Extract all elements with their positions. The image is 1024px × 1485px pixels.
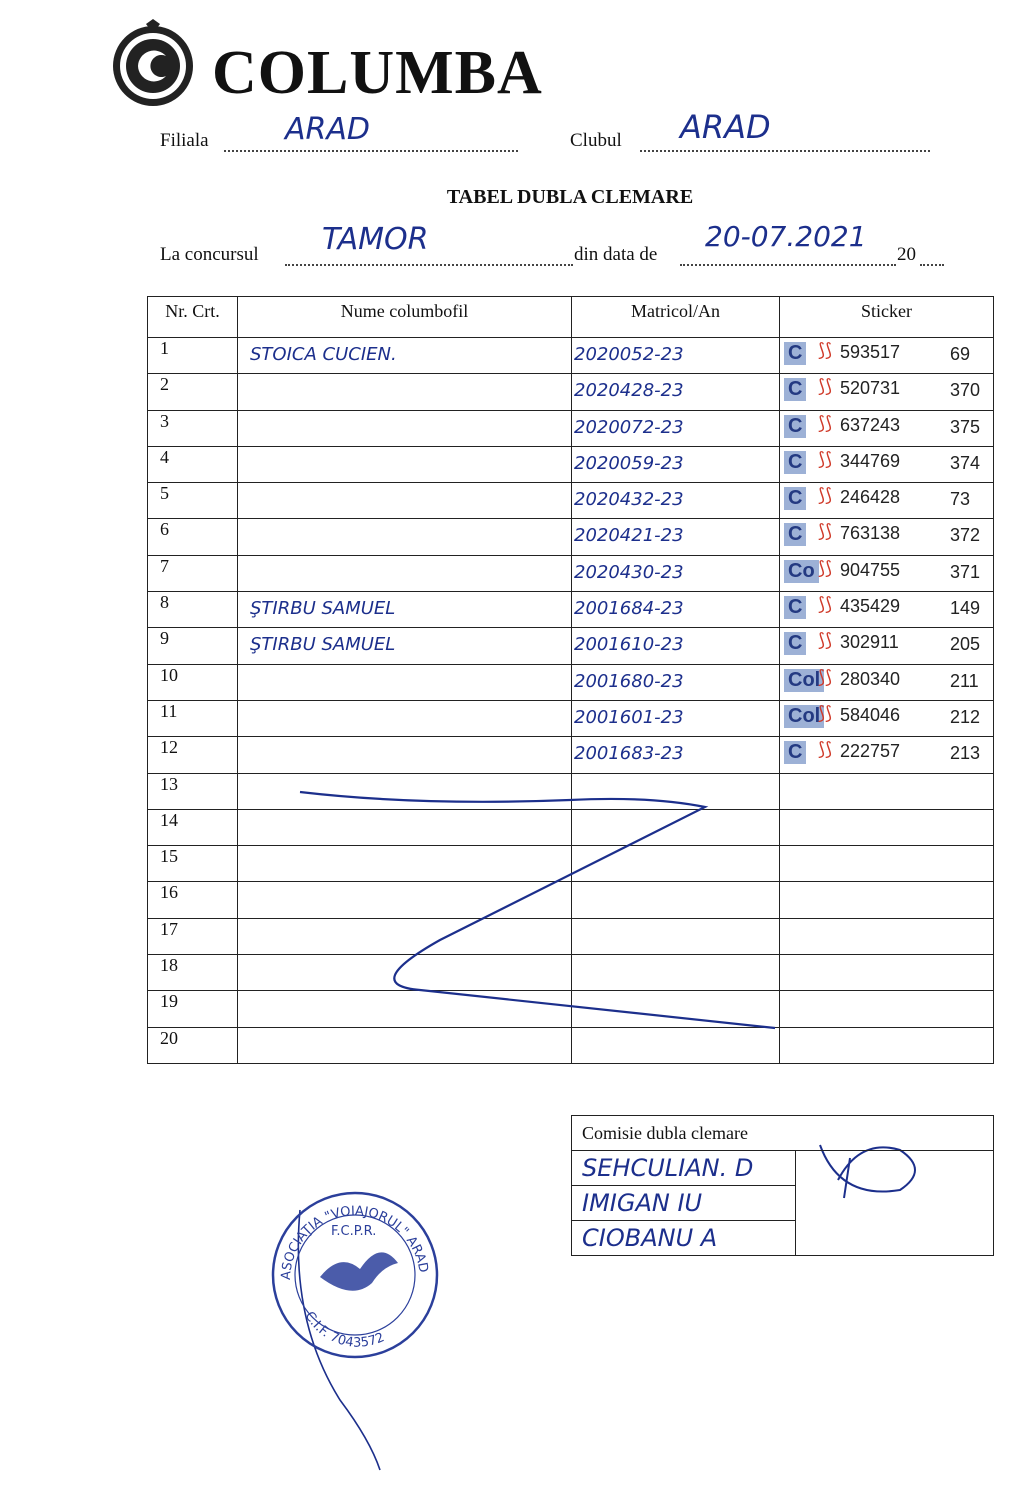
double-clamp-table: [147, 296, 994, 1064]
sticker-number: 763138: [840, 523, 901, 544]
sticker-number: 435429: [840, 596, 901, 617]
sticker-cell: [780, 1027, 994, 1063]
row-number: 2: [148, 374, 238, 410]
filiala-label: Filiala: [160, 130, 209, 151]
sticker-cell: [780, 809, 994, 845]
sticker-number: 344769: [840, 450, 901, 471]
row-number: 18: [148, 955, 238, 991]
row-number: 3: [148, 410, 238, 446]
sticker-number: 593517: [840, 342, 901, 362]
fancier-name: [238, 519, 572, 555]
col-header-matricol: Matricol/An: [572, 297, 780, 338]
sticker-number: 520731: [840, 378, 901, 399]
matricol-value: 2020430-23: [572, 555, 780, 591]
association-stamp: [265, 1185, 445, 1365]
concurs-label: La concursul: [160, 244, 259, 265]
row-number: 11: [148, 700, 238, 736]
table-row: [148, 918, 994, 954]
sticker-cell: [780, 519, 994, 555]
table-row: [148, 846, 994, 882]
table-row: [148, 882, 994, 918]
clubul-value: ARAD: [680, 108, 771, 146]
sticker-number: 246428: [840, 487, 901, 508]
table-row: [148, 809, 994, 845]
row-number: 8: [148, 592, 238, 628]
fancier-name: [238, 664, 572, 700]
sticker-suffix: 73: [950, 489, 971, 510]
sticker-number: 302911: [840, 632, 899, 653]
data-label: din data de: [574, 244, 658, 265]
sticker-wave-icon: ⟆⟆: [818, 485, 833, 506]
table-row: [148, 410, 994, 446]
concurs-dots: [285, 264, 573, 266]
sticker-number: 280340: [840, 668, 901, 689]
row-number: 19: [148, 991, 238, 1027]
matricol-value: [572, 991, 780, 1027]
fancier-name: [238, 991, 572, 1027]
table-row: [148, 592, 994, 628]
sticker-suffix: 370: [950, 380, 981, 401]
sticker-cell: [780, 918, 994, 954]
matricol-value: 2020432-23: [572, 483, 780, 519]
sticker-wave-icon: ⟆⟆: [818, 448, 833, 469]
row-number: 9: [148, 628, 238, 664]
row-number: 6: [148, 519, 238, 555]
columba-logo-icon: [108, 18, 198, 108]
fancier-name: [238, 918, 572, 954]
table-header-row: [148, 297, 994, 338]
table-row: [148, 483, 994, 519]
fancier-name: [238, 446, 572, 482]
sticker-wave-icon: ⟆⟆: [818, 412, 833, 433]
fancier-name: [238, 700, 572, 736]
row-number: 4: [148, 446, 238, 482]
row-number: 14: [148, 809, 238, 845]
sticker-wave-icon: ⟆⟆: [818, 630, 833, 651]
sticker-cell: [780, 700, 994, 736]
stamp-middle-text: F.C.P.R.: [331, 1224, 377, 1239]
sticker-prefix: C: [784, 596, 806, 619]
sticker-number: 584046: [840, 704, 901, 725]
table-row: [148, 628, 994, 664]
table-row: [148, 1027, 994, 1063]
sticker-cell: [780, 955, 994, 991]
sticker-cell: [780, 882, 994, 918]
col-header-nr: Nr. Crt.: [148, 297, 238, 338]
commission-member: IMIGAN IU: [572, 1186, 796, 1221]
sticker-prefix: C: [784, 632, 806, 655]
sticker-prefix: C: [784, 451, 806, 474]
sticker-suffix: 371: [950, 561, 981, 582]
table-row: [148, 338, 994, 374]
sticker-cell: [780, 991, 994, 1027]
sticker-cell: [780, 846, 994, 882]
table-row: [148, 737, 994, 773]
fancier-name: [238, 773, 572, 809]
sticker-prefix: Col: [784, 705, 824, 728]
sticker-wave-icon: ⟆⟆: [818, 376, 833, 397]
year-suffix: 20: [897, 244, 916, 265]
sticker-wave-icon: ⟆⟆: [818, 340, 833, 360]
sticker-suffix: 374: [950, 452, 981, 473]
sticker-prefix: C: [784, 523, 806, 546]
data-dots: [680, 264, 896, 266]
table-row: [148, 664, 994, 700]
sticker-cell: [780, 773, 994, 809]
sticker-suffix: 69: [950, 344, 971, 364]
table-row: [148, 555, 994, 591]
sticker-wave-icon: ⟆⟆: [818, 521, 833, 542]
sticker-suffix: 205: [950, 634, 981, 655]
dove-icon: [320, 1252, 398, 1290]
matricol-value: 2020072-23: [572, 410, 780, 446]
sticker-cell: [780, 483, 994, 519]
fancier-name: STOICA CUCIEN.: [238, 338, 572, 374]
sticker-cell: [780, 410, 994, 446]
table-row: [148, 519, 994, 555]
sticker-wave-icon: ⟆⟆: [818, 594, 833, 615]
col-header-sticker: Sticker: [780, 297, 994, 338]
sticker-cell: [780, 664, 994, 700]
commission-member: CIOBANU A: [572, 1221, 796, 1256]
sticker-wave-icon: ⟆⟆: [818, 666, 833, 687]
matricol-value: [572, 955, 780, 991]
sticker-cell: [780, 338, 994, 374]
matricol-value: [572, 846, 780, 882]
year-dots: [920, 264, 944, 266]
sticker-number: 222757: [840, 741, 901, 762]
sticker-cell: [780, 592, 994, 628]
row-number: 17: [148, 918, 238, 954]
fancier-name: ŞTIRBU SAMUEL: [238, 592, 572, 628]
sticker-suffix: 149: [950, 598, 981, 619]
sticker-number: 637243: [840, 414, 901, 435]
matricol-value: [572, 773, 780, 809]
fancier-name: [238, 374, 572, 410]
sticker-suffix: 211: [950, 670, 979, 691]
table-row: [148, 773, 994, 809]
matricol-value: 2001684-23: [572, 592, 780, 628]
matricol-value: 2020421-23: [572, 519, 780, 555]
row-number: 10: [148, 664, 238, 700]
matricol-value: [572, 882, 780, 918]
concurs-value: TAMOR: [322, 222, 429, 257]
fancier-name: [238, 809, 572, 845]
sticker-suffix: 213: [950, 743, 981, 764]
sticker-suffix: 375: [950, 416, 981, 437]
clubul-label: Clubul: [570, 130, 622, 151]
sticker-suffix: 372: [950, 525, 981, 546]
sticker-prefix: C: [784, 378, 806, 401]
matricol-value: 2001680-23: [572, 664, 780, 700]
data-value: 20-07.2021: [705, 220, 867, 253]
matricol-value: 2020052-23: [572, 338, 780, 374]
sticker-cell: [780, 446, 994, 482]
page-title: TABEL DUBLA CLEMARE: [446, 186, 694, 208]
commission-title: Comisie dubla clemare: [572, 1116, 994, 1151]
sticker-wave-icon: ⟆⟆: [818, 739, 833, 760]
sticker-prefix: C: [784, 342, 806, 365]
sticker-suffix: 212: [950, 706, 981, 727]
table-row: [148, 991, 994, 1027]
brand-name: COLUMBA: [212, 39, 543, 107]
matricol-value: [572, 809, 780, 845]
fancier-name: [238, 846, 572, 882]
row-number: 1: [148, 338, 238, 374]
table-row: [148, 700, 994, 736]
matricol-value: 2020428-23: [572, 374, 780, 410]
sticker-number: 904755: [840, 559, 901, 580]
row-number: 20: [148, 1027, 238, 1063]
table-row: [148, 955, 994, 991]
fancier-name: [238, 1027, 572, 1063]
matricol-value: 2001601-23: [572, 700, 780, 736]
sticker-wave-icon: ⟆⟆: [818, 557, 833, 578]
row-number: 7: [148, 555, 238, 591]
sticker-wave-icon: ⟆⟆: [818, 702, 833, 723]
commission-member: SEHCULIAN. D: [572, 1151, 796, 1186]
sticker-cell: [780, 374, 994, 410]
row-number: 15: [148, 846, 238, 882]
fancier-name: [238, 737, 572, 773]
matricol-value: 2001610-23: [572, 628, 780, 664]
fancier-name: [238, 955, 572, 991]
row-number: 13: [148, 773, 238, 809]
sticker-prefix: C: [784, 741, 806, 764]
sticker-prefix: Co: [784, 560, 819, 583]
matricol-value: 2020059-23: [572, 446, 780, 482]
table-row: [148, 374, 994, 410]
clubul-dots: [640, 150, 930, 152]
stamp-bottom-text: C.I.F. 7043572: [301, 1309, 387, 1351]
commission-table: [571, 1115, 994, 1256]
fancier-name: [238, 410, 572, 446]
filiala-dots: [224, 150, 518, 152]
fancier-name: ŞTIRBU SAMUEL: [238, 628, 572, 664]
fancier-name: [238, 483, 572, 519]
filiala-value: ARAD: [285, 112, 370, 147]
matricol-value: [572, 1027, 780, 1063]
col-header-name: Nume columbofil: [238, 297, 572, 338]
matricol-value: 2001683-23: [572, 737, 780, 773]
row-number: 12: [148, 737, 238, 773]
table-row: [148, 446, 994, 482]
stamp-top-text: ASOCIAŢIA "VOIAJORUL" ARAD: [278, 1203, 431, 1281]
sticker-cell: [780, 628, 994, 664]
commission-signature-cell: [796, 1151, 994, 1256]
row-number: 5: [148, 483, 238, 519]
fancier-name: [238, 882, 572, 918]
matricol-value: [572, 918, 780, 954]
sticker-prefix: Col: [784, 669, 824, 692]
sticker-cell: [780, 555, 994, 591]
sticker-prefix: C: [784, 487, 806, 510]
sticker-prefix: C: [784, 415, 806, 438]
row-number: 16: [148, 882, 238, 918]
fancier-name: [238, 555, 572, 591]
sticker-cell: [780, 737, 994, 773]
